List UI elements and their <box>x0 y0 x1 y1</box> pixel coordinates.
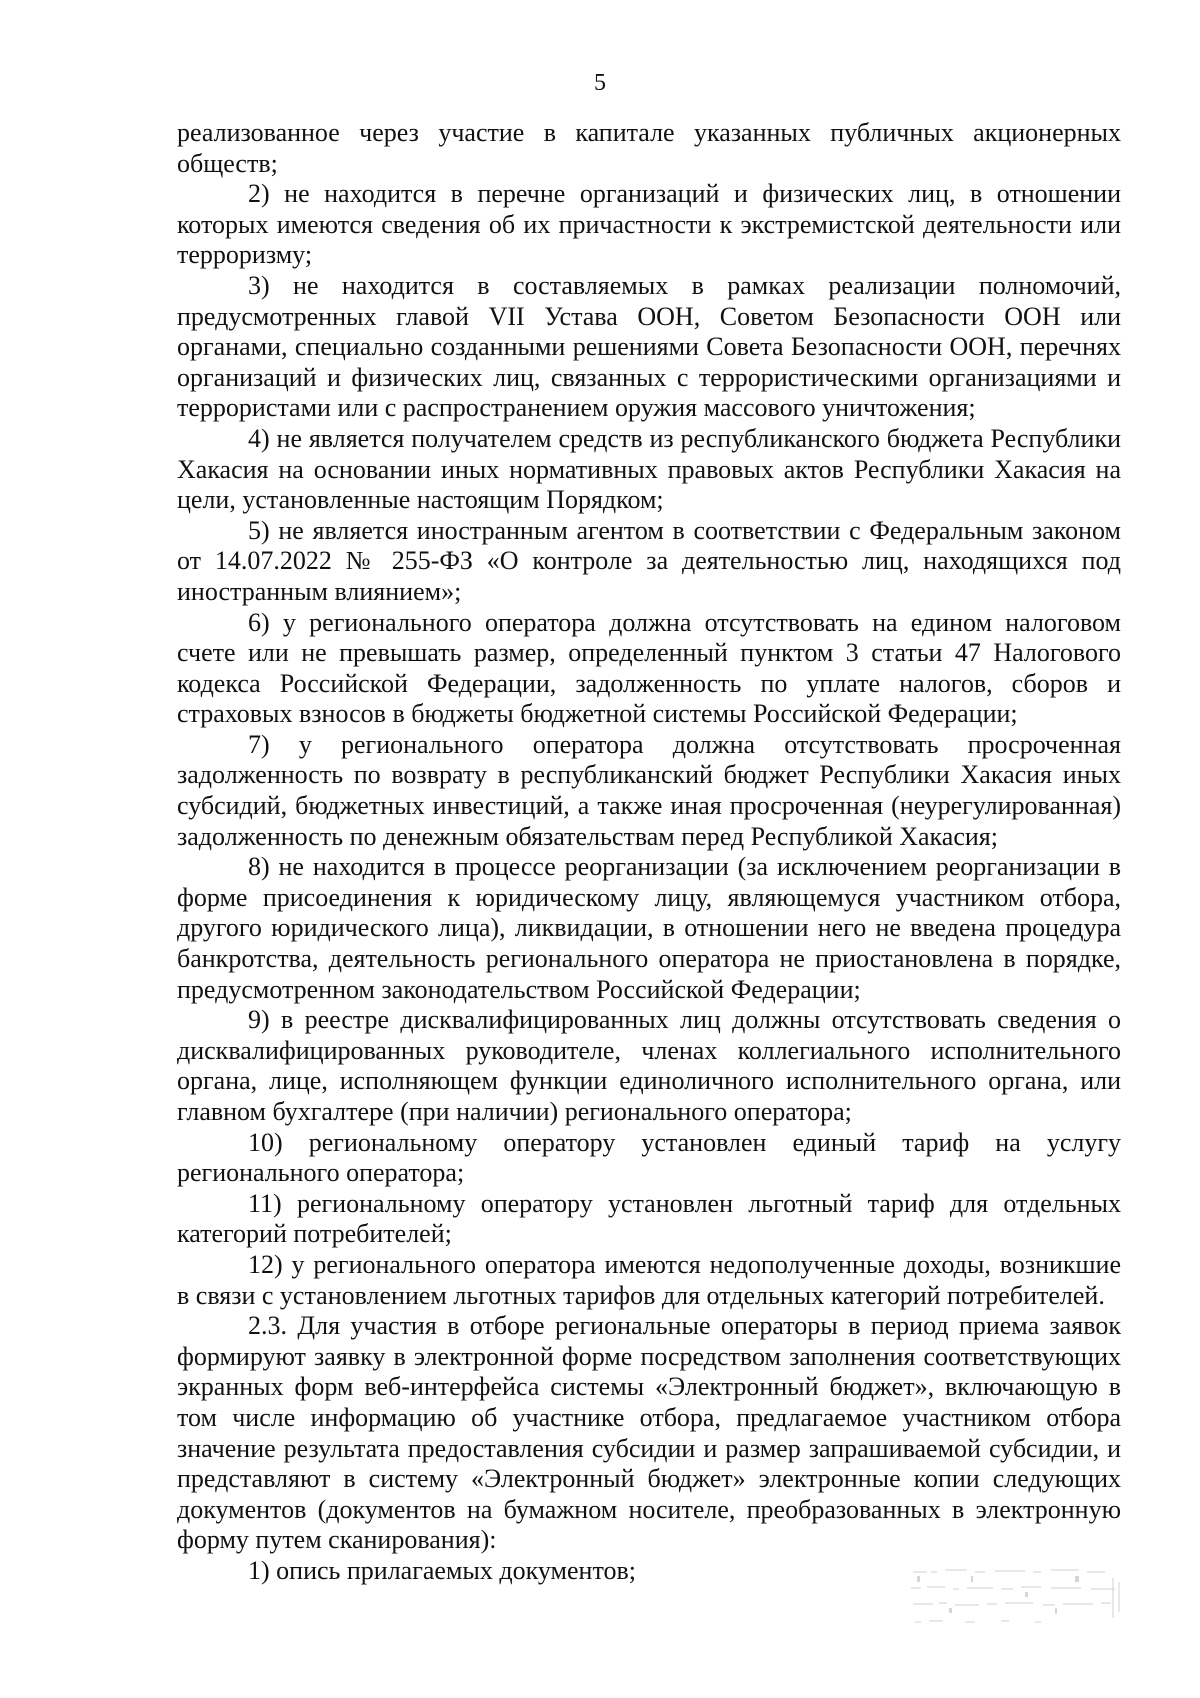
paragraph: 5) не является иностранным агентом в соответствии с Федеральным законом от 14.07.2022 № 255-ФЗ «О контроле за деятельностью лиц, находящихся под иностранным влиянием»; <box>177 515 1121 606</box>
paragraph: 4) не является получателем средств из республиканского бюджета Республики Хакасия на основании иных нормативных правовых актов Республики Хакасия на цели, установленные настоящим Порядком; <box>177 423 1121 515</box>
paragraph: 1) опись прилагаемых документов; <box>248 1555 636 1585</box>
paragraph: 10) региональному оператору установлен единый тариф на услугу регионального оператора; <box>177 1127 1121 1188</box>
paragraph: 7) у регионального оператора должна отсутствовать просроченная задолженность по возврату в республиканский бюджет Республики Хакасия иных субсидий, бюджетных инвестиций, а также иная просроченная (неурегулированная) задолженность по денежным обязательствам перед Республикой Хакасия; <box>177 729 1121 851</box>
paragraph: 3) не находится в составляемых в рамках реализации полномочий, предусмотренных главой VII Устава ООН, Советом Безопасности ООН или органами, специально созданными решениями Совета Безопасности ООН, перечнях организаций и физических лиц, связанных с террористическими организациями и террористами или с распространением оружия массового уничтожения; <box>177 270 1121 423</box>
document-body <box>177 118 1121 1587</box>
page-number: 5 <box>594 70 606 96</box>
paragraph: 9) в реестре дисквалифицированных лиц должны отсутствовать сведения о дисквалифицированных руководителе, членах коллегиального исполнительного органа, лице, исполняющем функции единоличного исполнительного органа, или главном бухгалтере (при наличии) регионального оператора; <box>177 1005 1121 1126</box>
faint-stamp-mark <box>905 1558 1125 1648</box>
paragraph: 2.3. Для участия в отборе региональные операторы в период приема заявок формируют заявку в электронной форме посредством заполнения соответствующих экранных форм веб-интерфейса системы «Электронный бюджет», включающую в том числе информацию об участнике отбора, предлагаемое участником отбора значение результата предоставления субсидии и размер запрашиваемой субсидии, и представляют в систему «Электронный бюджет» электронные копии следующих документов (документов на бумажном носителе, преобразованных в электронную форму путем сканирования): <box>177 1311 1121 1555</box>
paragraph: 8) не находится в процессе реорганизации (за исключением реорганизации в форме присоединения к юридическому лицу, являющемуся участником отбора, другого юридического лица), ликвидации, в отношении него не введена процедура банкротства, деятельность регионального оператора не приостановлена в порядке, предусмотренном законодательством Российской Федерации; <box>177 852 1121 1004</box>
paragraph: 6) у регионального оператора должна отсутствовать на едином налоговом счете или не превышать размер, определенный пунктом 3 статьи 47 Налогового кодекса Российской Федерации, задолженность по уплате налогов, сборов и страховых взносов в бюджеты бюджетной системы Российской Федерации; <box>177 607 1121 729</box>
paragraph: 12) у регионального оператора имеются недополученные доходы, возникшие в связи с установлением льготных тарифов для отдельных категорий потребителей. <box>177 1249 1121 1310</box>
paragraph: 2) не находится в перечне организаций и физических лиц, в отношении которых имеются сведения об их причастности к экстремистской деятельности или терроризму; <box>177 179 1121 270</box>
paragraph: реализованное через участие в капитале указанных публичных акционерных обществ; <box>177 118 1121 178</box>
paragraph: 11) региональному оператору установлен льготный тариф для отдельных категорий потребителей; <box>177 1188 1121 1249</box>
